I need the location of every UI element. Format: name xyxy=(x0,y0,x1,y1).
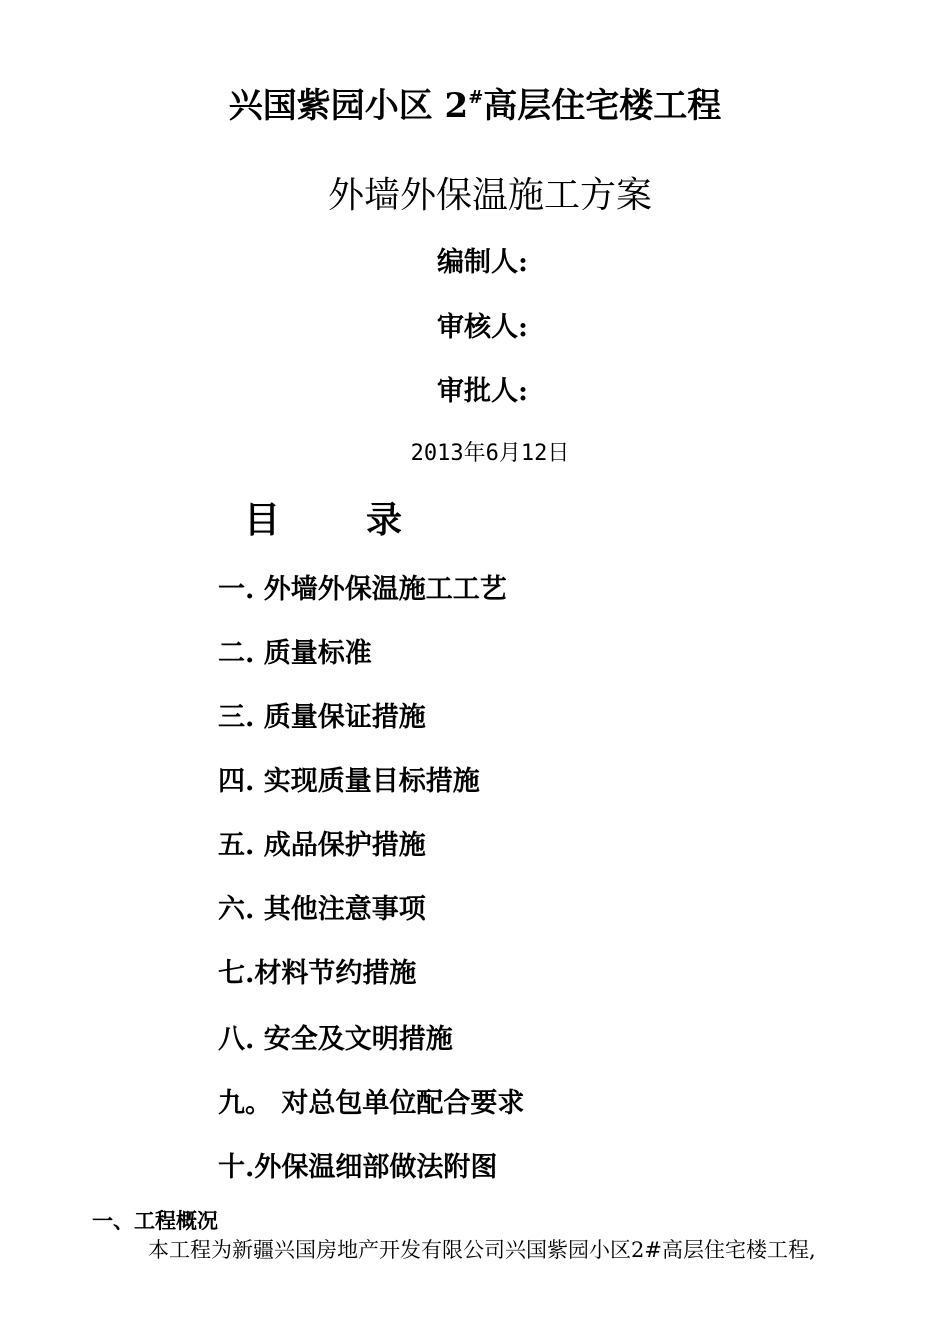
toc-item: 九。 对总包单位配合要求 xyxy=(218,1088,525,1119)
document-date: 2013年6月12日 xyxy=(410,441,570,466)
compiler-label: 编制人: xyxy=(437,247,528,278)
toc-item: 四. 实现质量目标措施 xyxy=(218,766,480,797)
toc-item: 八. 安全及文明措施 xyxy=(218,1024,453,1055)
title-line1-prefix: 兴国紫园小区 2 xyxy=(228,86,469,126)
toc-item: 三. 质量保证措施 xyxy=(218,702,426,733)
toc-item: 七.材料节约措施 xyxy=(218,958,417,989)
toc-heading-right: 录 xyxy=(366,499,403,541)
toc-item: 十.外保温细部做法附图 xyxy=(218,1152,498,1183)
document-title-line2: 外墙外保温施工方案 xyxy=(327,175,652,216)
toc-heading-left: 目 xyxy=(244,499,281,541)
toc-item: 六. 其他注意事项 xyxy=(218,894,426,925)
title-superscript: # xyxy=(468,87,484,108)
toc-item: 一. 外墙外保温施工工艺 xyxy=(218,574,507,605)
reviewer-label: 审核人: xyxy=(437,312,528,343)
section-heading: 一、工程概况 xyxy=(92,1208,218,1233)
document-title-line1 xyxy=(0,78,950,127)
body-paragraph: 本工程为新疆兴国房地产开发有限公司兴国紫园小区2#高层住宅楼工程, xyxy=(148,1238,816,1262)
toc-heading xyxy=(244,492,402,543)
toc-item: 二. 质量标准 xyxy=(218,638,372,669)
title-line1-suffix: 高层住宅楼工程 xyxy=(483,86,722,126)
approver-label: 审批人: xyxy=(437,376,528,407)
toc-item: 五. 成品保护措施 xyxy=(218,830,426,861)
